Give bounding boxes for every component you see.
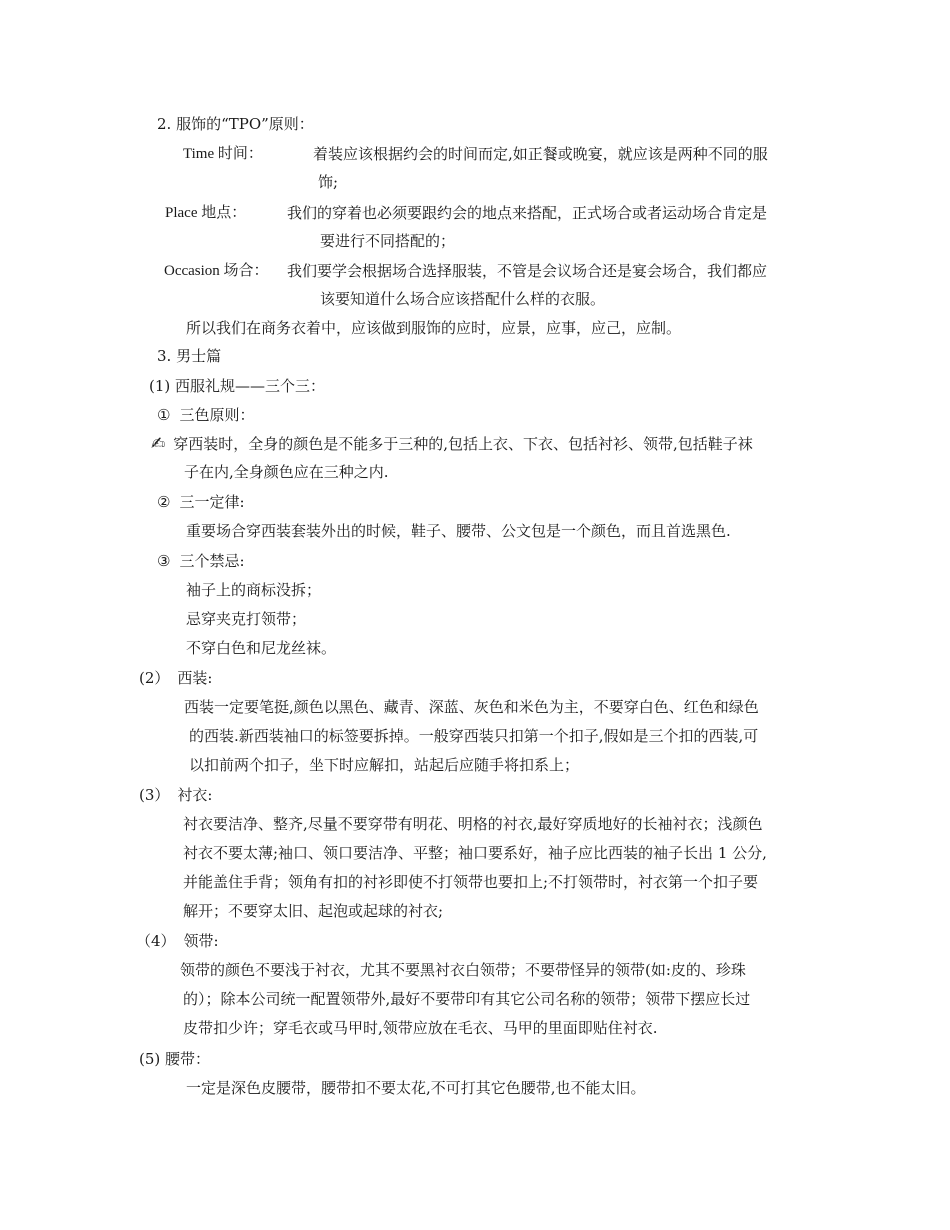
place-text-line-2: 要进行不同搭配的；	[320, 232, 456, 250]
suit-title: 西装:	[177, 669, 213, 687]
circled-number-3: ③	[157, 552, 171, 570]
suit-text-line-3: 以扣前两个扣子，坐下时应解扣，站起后应随手将扣系上；	[189, 756, 580, 774]
shirt-number: (3）	[139, 786, 170, 804]
shirt-title: 衬衣:	[177, 786, 213, 804]
tie-number: （4）	[136, 932, 176, 950]
rule-3-title: 三个禁忌:	[179, 552, 245, 570]
place-text-line-1: 我们的穿着也必须要跟约会的地点来搭配，正式场合或者运动场合肯定是	[287, 204, 768, 222]
shirt-text-line-3: 并能盖住手背；领角有扣的衬衫即使不打领带也要扣上;不打领带时，衬衣第一个扣子要	[183, 873, 759, 891]
rule-2-heading	[157, 492, 245, 512]
rule-1-title: 三色原则：	[179, 406, 255, 424]
rule-2-text: 重要场合穿西装套装外出的时候，鞋子、腰带、公文包是一个颜色，而且首选黑色.	[186, 522, 731, 540]
rule-3-item-2: 忌穿夹克打领带；	[186, 610, 307, 628]
shirt-heading	[139, 785, 212, 805]
time-text-line-1: 着装应该根据约会的时间而定,如正餐或晚宴，就应该是两种不同的服	[313, 145, 768, 163]
rule-1-text-line-2: 子在内,全身颜色应在三种之内.	[184, 463, 389, 481]
suit-number: (2）	[139, 669, 170, 687]
time-text-line-2: 饰;	[318, 173, 339, 191]
rule-2-title: 三一定律:	[179, 493, 245, 511]
tie-title: 领带:	[183, 932, 219, 950]
circled-number-2: ②	[157, 493, 171, 511]
belt-text: 一定是深色皮腰带，腰带扣不要太花,不可打其它色腰带,也不能太旧。	[186, 1079, 646, 1097]
shirt-text-line-4: 解开；不要穿太旧、起泡或起球的衬衣;	[183, 902, 444, 920]
shirt-text-line-1: 衬衣要洁净、整齐,尽量不要穿带有明花、明格的衬衣,最好穿质地好的长袖衬衣；浅颜色	[183, 815, 763, 833]
rule-3-item-3: 不穿白色和尼龙丝袜。	[186, 639, 337, 657]
circled-number-1: ①	[157, 406, 171, 424]
section-2-heading: 2. 服饰的“TPO”原则：	[157, 115, 314, 133]
tie-text-line-2: 的）；除本公司统一配置领带外,最好不要带印有其它公司名称的领带；领带下摆应长过	[183, 990, 751, 1008]
suit-text-line-1: 西装一定要笔挺,颜色以黑色、藏青、深蓝、灰色和米色为主，不要穿白色、红色和绿色	[184, 698, 759, 716]
shirt-text-line-2: 衬衣不要太薄;袖口、领口要洁净、平整；袖口要系好，袖子应比西装的袖子长出 1 公分,	[183, 844, 767, 862]
rule-3-heading	[157, 551, 245, 571]
occasion-text-line-2: 该要知道什么场合应该搭配什么样的衣服。	[320, 290, 606, 308]
rule-1-text-line-1: 穿西装时，全身的颜色是不能多于三种的,包括上衣、下衣、包括衬衫、领带,包括鞋子袜	[173, 435, 753, 453]
place-label: Place 地点：	[165, 205, 247, 221]
writing-hand-icon: ✍	[151, 434, 166, 454]
suit-text-line-2: 的西装.新西装袖口的标签要拆掉。一般穿西装只扣第一个扣子,假如是三个扣的西装,可	[189, 727, 759, 745]
tpo-summary: 所以我们在商务衣着中，应该做到服饰的应时，应景，应事，应己，应制。	[186, 319, 682, 337]
suit-rules-heading: (1) 西服礼规——三个三：	[149, 377, 326, 395]
occasion-label: Occasion 场合：	[164, 263, 269, 279]
occasion-text-line-1: 我们要学会根据场合选择服装，不管是会议场合还是宴会场合，我们都应	[287, 262, 768, 280]
tie-text-line-1: 领带的颜色不要浅于衬衣，尤其不要黑衬衣白领带；不要带怪异的领带(如:皮的、珍珠	[180, 961, 746, 979]
belt-heading: (5) 腰带：	[139, 1050, 211, 1068]
tie-text-line-3: 皮带扣少许；穿毛衣或马甲时,领带应放在毛衣、马甲的里面即贴住衬衣.	[183, 1019, 658, 1037]
time-label: Time 时间：	[183, 146, 263, 162]
rule-1-body	[151, 434, 753, 454]
tie-heading	[136, 931, 219, 951]
rule-1-heading	[157, 405, 254, 425]
rule-3-item-1: 袖子上的商标没拆；	[186, 581, 322, 599]
suit-heading	[139, 668, 212, 688]
section-3-heading: 3. 男士篇	[157, 347, 222, 365]
